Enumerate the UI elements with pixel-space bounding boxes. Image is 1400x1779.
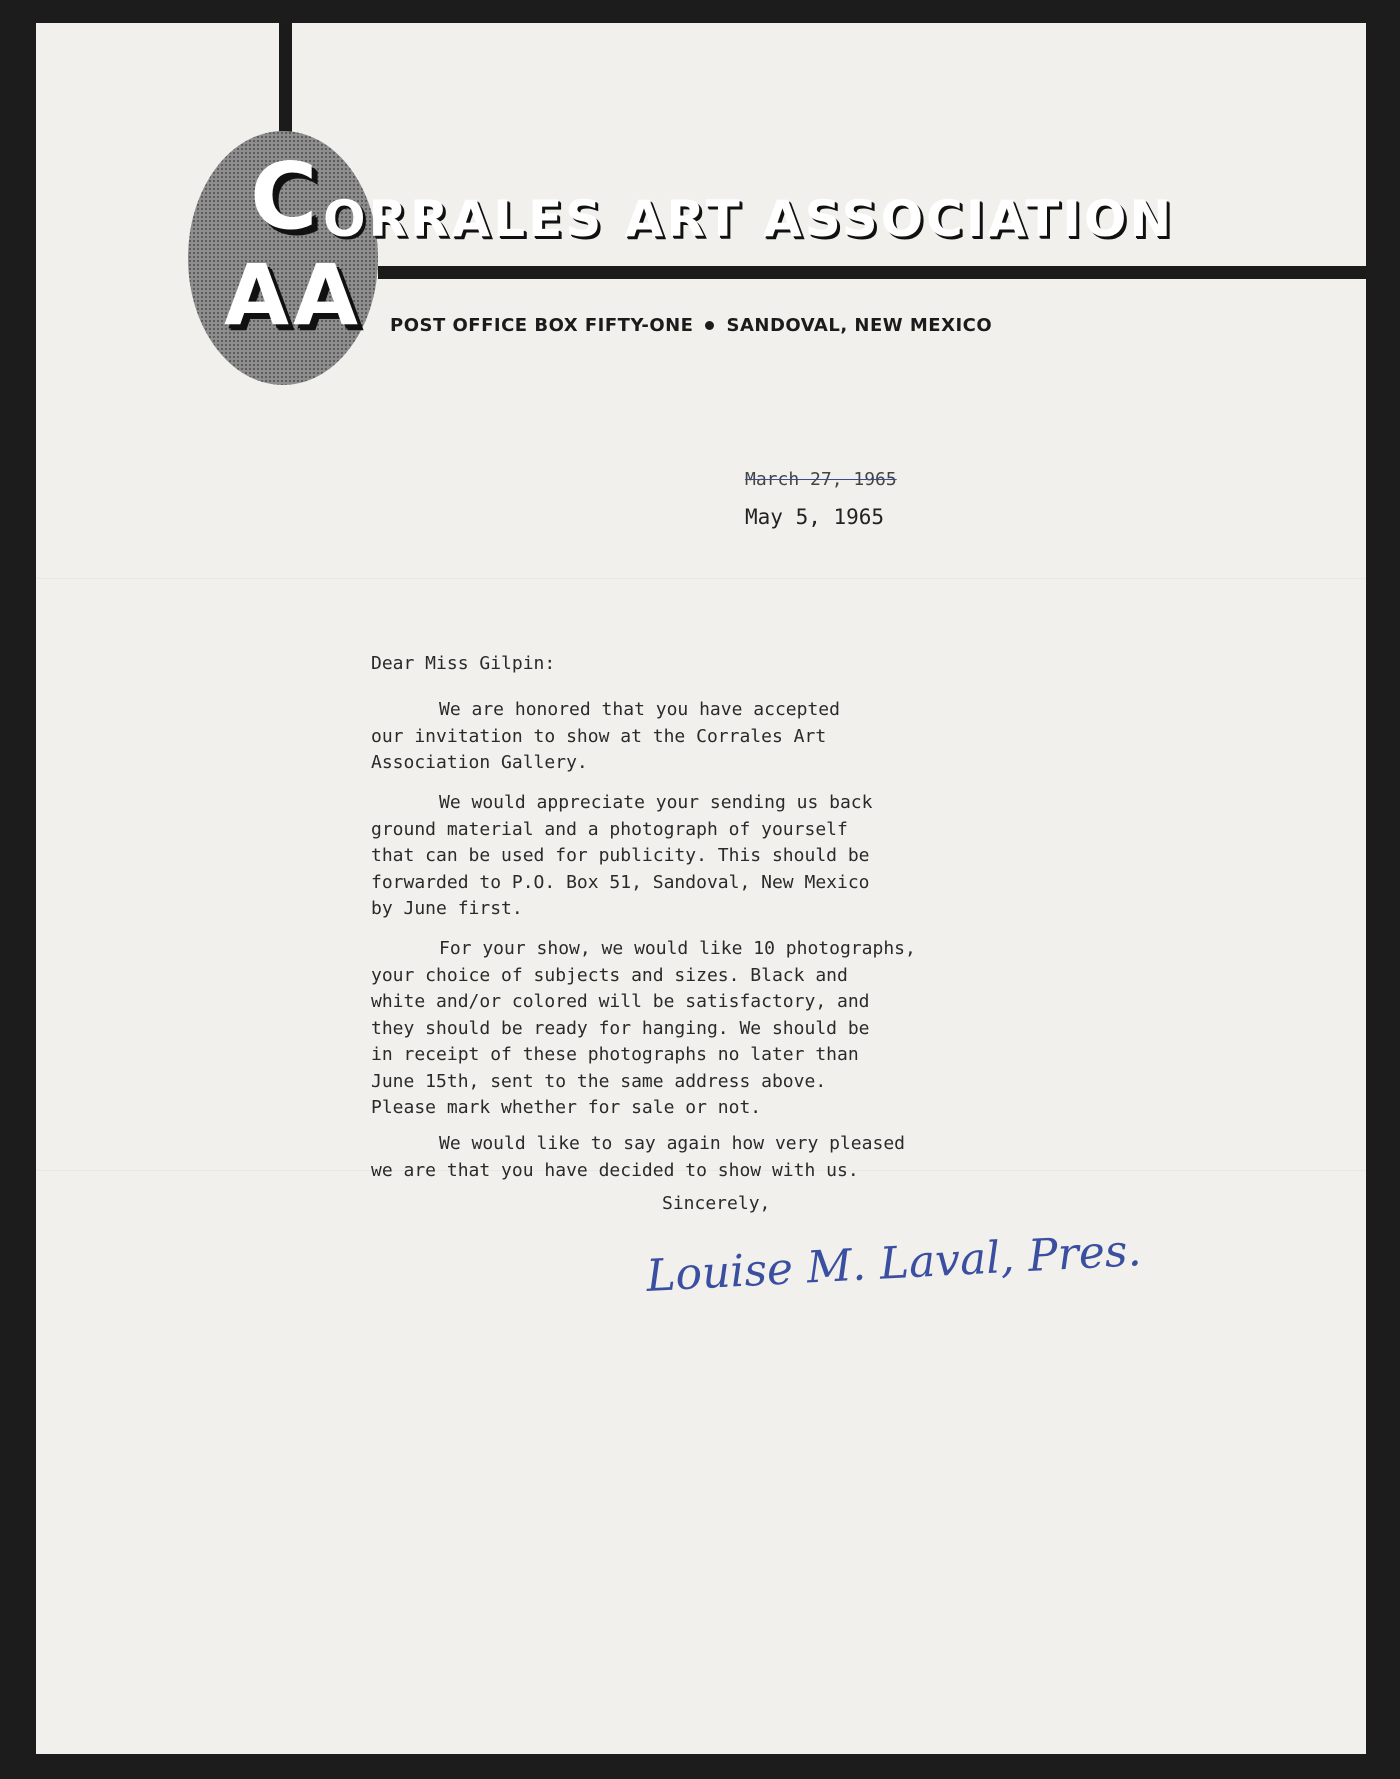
text-line: For your show, we would like 10 photographs, bbox=[439, 938, 916, 959]
fold-crease bbox=[36, 578, 1366, 579]
salutation: Dear Miss Gilpin: bbox=[371, 653, 556, 674]
text-line: we are that you have decided to show with us. bbox=[371, 1159, 859, 1181]
logo-initial: C bbox=[250, 143, 318, 250]
address-city: SANDOVAL, NEW MEXICO bbox=[726, 315, 993, 336]
closing: Sincerely, bbox=[662, 1193, 771, 1214]
text-line: that can be used for publicity. This should be bbox=[371, 845, 870, 866]
letterhead-address bbox=[390, 315, 992, 336]
text-line: forwarded to P.O. Box 51, Sandoval, New Mexico bbox=[371, 871, 870, 893]
letter-page bbox=[36, 23, 1366, 1754]
text-line: We would appreciate your sending us back bbox=[439, 792, 873, 813]
text-line: they should be ready for hanging. We should be bbox=[371, 1017, 870, 1039]
text-line: Please mark whether for sale or not. bbox=[371, 1097, 762, 1118]
text-line: June 15th, sent to the same address above. bbox=[371, 1070, 827, 1092]
paragraph-3 bbox=[371, 936, 1071, 1122]
text-line: ground material and a photograph of yourself bbox=[371, 818, 848, 840]
paragraph-1 bbox=[371, 697, 1071, 777]
text-line: Association Gallery. bbox=[371, 752, 588, 773]
text-line: by June first. bbox=[371, 898, 523, 919]
text-line: We are honored that you have accepted bbox=[439, 699, 840, 720]
logo-monogram: AA bbox=[224, 246, 363, 344]
handwritten-signature: Louise M. Laval, Pres. bbox=[645, 1225, 1143, 1302]
bullet-icon bbox=[705, 321, 714, 330]
text-line: your choice of subjects and sizes. Black and bbox=[371, 964, 848, 986]
text-line: white and/or colored will be satisfactory, and bbox=[371, 991, 870, 1012]
paragraph-2 bbox=[371, 790, 1071, 923]
text-line: our invitation to show at the Corrales Art bbox=[371, 725, 827, 747]
letter-date: May 5, 1965 bbox=[745, 505, 885, 529]
text-line: in receipt of these photographs no later than bbox=[371, 1044, 859, 1065]
address-po-box: POST OFFICE BOX FIFTY-ONE bbox=[390, 315, 694, 336]
struck-date: March 27, 1965 bbox=[745, 469, 897, 490]
association-name: ORRALES ART ASSOCIATION bbox=[323, 190, 1175, 248]
paragraph-4 bbox=[371, 1131, 1071, 1184]
text-line: We would like to say again how very pleased bbox=[439, 1133, 905, 1154]
letterhead-horizontal-rule bbox=[378, 266, 1366, 279]
